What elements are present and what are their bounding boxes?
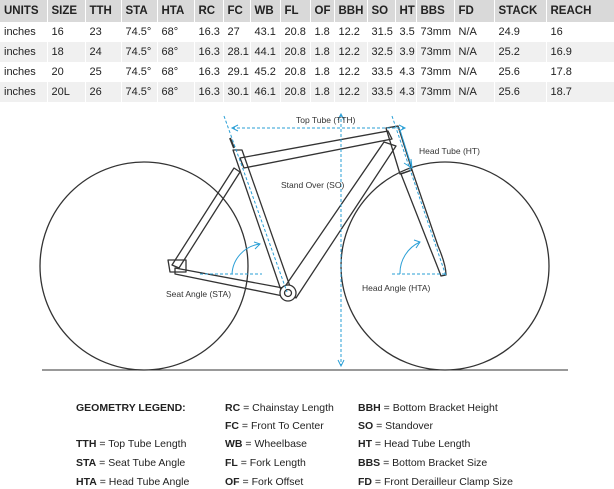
table-cell: 29.1	[223, 62, 250, 82]
table-cell: 16.3	[194, 22, 223, 42]
table-cell: inches	[0, 22, 47, 42]
table-cell: 16.9	[546, 42, 614, 62]
legend-entry-wb: WB = Wheelbase	[225, 438, 307, 450]
table-row	[0, 62, 614, 82]
table-cell: 23	[85, 22, 121, 42]
table-cell: 4.3	[395, 82, 416, 102]
table-cell: 73mm	[416, 62, 454, 82]
column-header-fl: FL	[280, 0, 310, 22]
legend-entry-fd: FD = Front Derailleur Clamp Size	[358, 476, 513, 488]
table-cell: 16.3	[194, 42, 223, 62]
head-tube-measure-line	[400, 130, 412, 168]
legend-entry-fl: FL = Fork Length	[225, 457, 306, 469]
table-row	[0, 42, 614, 62]
table-cell: 33.5	[367, 62, 395, 82]
legend-title: GEOMETRY LEGEND:	[76, 402, 186, 414]
table-cell: 74.5°	[121, 42, 157, 62]
table-cell: 31.5	[367, 22, 395, 42]
column-header-bbs: BBS	[416, 0, 454, 22]
table-cell: 16	[546, 22, 614, 42]
table-cell: 33.5	[367, 82, 395, 102]
legend-entry-hta: HTA = Head Tube Angle	[76, 476, 190, 488]
table-cell: 20.8	[280, 82, 310, 102]
table-cell: 25.2	[494, 42, 546, 62]
table-cell: 18	[47, 42, 85, 62]
table-cell: 3.5	[395, 22, 416, 42]
table-cell: 3.9	[395, 42, 416, 62]
table-header-row	[0, 0, 614, 22]
table-cell: 20.8	[280, 62, 310, 82]
legend-entry-bbh: BBH = Bottom Bracket Height	[358, 402, 498, 414]
table-cell: 25.6	[494, 62, 546, 82]
table-cell: 74.5°	[121, 62, 157, 82]
table-cell: 43.1	[250, 22, 280, 42]
table-cell: 16.3	[194, 62, 223, 82]
table-cell: 30.1	[223, 82, 250, 102]
column-header-hta: HTA	[157, 0, 194, 22]
column-header-wb: WB	[250, 0, 280, 22]
column-header-of: OF	[310, 0, 334, 22]
table-cell: 16.3	[194, 82, 223, 102]
table-cell: 12.2	[334, 22, 367, 42]
table-cell: 4.3	[395, 62, 416, 82]
legend-entry-sta: STA = Seat Tube Angle	[76, 457, 186, 469]
top-tube-label: Top Tube (TTH)	[296, 115, 356, 125]
table-cell: 74.5°	[121, 82, 157, 102]
table-row	[0, 22, 614, 42]
table-cell: 68°	[157, 82, 194, 102]
column-header-ht: HT	[395, 0, 416, 22]
column-header-so: SO	[367, 0, 395, 22]
column-header-rc: RC	[194, 0, 223, 22]
table-cell: 73mm	[416, 22, 454, 42]
column-header-fd: FD	[454, 0, 494, 22]
table-cell: inches	[0, 82, 47, 102]
legend-entry-so: SO = Standover	[358, 420, 434, 432]
table-cell: 74.5°	[121, 22, 157, 42]
table-cell: 12.2	[334, 82, 367, 102]
table-cell: inches	[0, 62, 47, 82]
table-cell: 20	[47, 62, 85, 82]
legend-entry-rc: RC = Chainstay Length	[225, 402, 334, 414]
table-body	[0, 22, 614, 102]
table-cell: 28.1	[223, 42, 250, 62]
table-cell: 20.8	[280, 22, 310, 42]
legend-entry-fc: FC = Front To Center	[225, 420, 324, 432]
table-cell: 68°	[157, 22, 194, 42]
bike-geometry-diagram	[0, 108, 614, 376]
column-header-size: SIZE	[47, 0, 85, 22]
stand-over-label: Stand Over (SO)	[281, 180, 345, 190]
column-header-stack: STACK	[494, 0, 546, 22]
table-cell: 73mm	[416, 82, 454, 102]
legend-entry-of: OF = Fork Offset	[225, 476, 304, 488]
table-cell: N/A	[454, 82, 494, 102]
table-cell: 1.8	[310, 82, 334, 102]
column-header-sta: STA	[121, 0, 157, 22]
column-header-fc: FC	[223, 0, 250, 22]
table-cell: 24.9	[494, 22, 546, 42]
table-cell: 45.2	[250, 62, 280, 82]
table-cell: 25	[85, 62, 121, 82]
table-cell: 12.2	[334, 42, 367, 62]
table-cell: 20.8	[280, 42, 310, 62]
table-cell: 17.8	[546, 62, 614, 82]
table-cell: inches	[0, 42, 47, 62]
table-cell: N/A	[454, 42, 494, 62]
column-header-bbh: BBH	[334, 0, 367, 22]
geometry-legend	[0, 398, 614, 489]
table-cell: 20L	[47, 82, 85, 102]
head-tube-label: Head Tube (HT)	[419, 146, 480, 156]
table-cell: 1.8	[310, 62, 334, 82]
column-header-reach: REACH	[546, 0, 614, 22]
table-cell: 24	[85, 42, 121, 62]
table-cell: 25.6	[494, 82, 546, 102]
table-cell: 68°	[157, 62, 194, 82]
table-cell: 44.1	[250, 42, 280, 62]
table-cell: 1.8	[310, 42, 334, 62]
table-cell: 32.5	[367, 42, 395, 62]
table-cell: N/A	[454, 62, 494, 82]
rear-wheel	[40, 162, 248, 370]
table-cell: 26	[85, 82, 121, 102]
seat-angle-label: Seat Angle (STA)	[166, 289, 232, 299]
table-cell: 68°	[157, 42, 194, 62]
column-header-units: UNITS	[0, 0, 47, 22]
table-cell: 16	[47, 22, 85, 42]
table-cell: 12.2	[334, 62, 367, 82]
legend-entry-ht: HT = Head Tube Length	[358, 438, 471, 450]
table-cell: 18.7	[546, 82, 614, 102]
table-cell: N/A	[454, 22, 494, 42]
geometry-table	[0, 0, 614, 102]
bottom-bracket	[280, 285, 296, 301]
table-row	[0, 82, 614, 102]
seat-post	[230, 138, 234, 148]
legend-entry-bbs: BBS = Bottom Bracket Size	[358, 457, 488, 469]
top-tube	[240, 131, 392, 168]
table-cell: 46.1	[250, 82, 280, 102]
legend-entry-tth: TTH = Top Tube Length	[76, 438, 187, 450]
head-angle-label: Head Angle (HTA)	[362, 283, 431, 293]
table-cell: 27	[223, 22, 250, 42]
column-header-tth: TTH	[85, 0, 121, 22]
head-tube	[386, 126, 412, 174]
table-cell: 73mm	[416, 42, 454, 62]
table-cell: 1.8	[310, 22, 334, 42]
